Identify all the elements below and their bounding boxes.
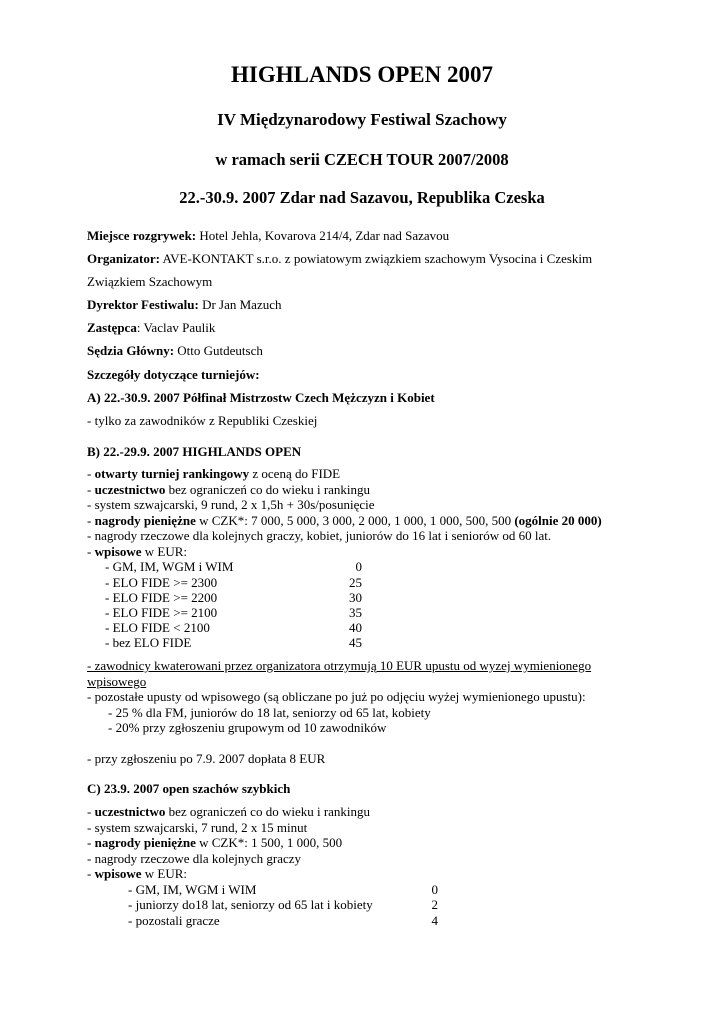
fee-row-label: - ELO FIDE >= 2300 (105, 575, 218, 590)
fee-row-value: 25 (349, 575, 362, 590)
dash: - (87, 835, 95, 850)
late-fee-line: - przy zgłoszeniu po 7.9. 2007 dopłata 8 EUR (87, 751, 326, 766)
section-b-line-3: - system szwajcarski, 9 rund, 2 x 1,5h + 30s/posunięcie (87, 497, 375, 512)
deputy-line (87, 320, 215, 335)
discount-item: - 20% przy zgłoszeniu grupowym od 10 zawodników (108, 720, 387, 735)
line-text: bez ograniczeń co do wieku i rankingu (165, 482, 371, 497)
fee-row-label: - ELO FIDE >= 2200 (105, 590, 218, 605)
director-label: Dyrektor Festiwalu: (87, 297, 199, 312)
bold-term: uczestnictwo (94, 482, 166, 497)
bold-term: otwarty turniej rankingowy (94, 466, 250, 481)
discount-item: - 25 % dla FM, juniorów do 18 lat, seniorzy od 65 lat, kobiety (108, 705, 431, 720)
page-title: HIGHLANDS OPEN 2007 (231, 62, 493, 87)
deputy-label: Zastępca (87, 320, 137, 335)
line-text: w CZK*: 7 000, 5 000, 3 000, 2 000, 1 000, 1 000, 500, 500 (195, 513, 515, 528)
fee-row-label: - pozostali gracze (128, 913, 220, 928)
section-c-line-3 (87, 835, 342, 850)
organizer-line (87, 251, 592, 266)
bold-term: wpisowe (94, 544, 142, 559)
judge-value: Otto Gutdeutsch (174, 343, 263, 358)
fee-row-label: - ELO FIDE >= 2100 (105, 605, 218, 620)
fee-row-value: 35 (349, 605, 362, 620)
section-c-line-5 (87, 866, 187, 881)
deputy-value: : Vaclav Paulik (136, 320, 216, 335)
director-line (87, 297, 281, 312)
section-b-heading: B) 22.-29.9. 2007 HIGHLANDS OPEN (87, 444, 302, 459)
section-b-line-5: - nagrody rzeczowe dla kolejnych graczy, kobiet, juniorów do 16 lat i seniorów od 60 lat. (87, 528, 552, 543)
subtitle-dates: 22.-30.9. 2007 Zdar nad Sazavou, Republika Czeska (179, 188, 545, 207)
section-c-line-1 (87, 804, 370, 819)
dash: - (87, 482, 95, 497)
details-heading: Szczegóły dotyczące turniejów: (87, 367, 260, 382)
organizer-label: Organizator: (87, 251, 160, 266)
fee-row-value: 0 (431, 882, 438, 897)
venue-value: Hotel Jehla, Kovarova 214/4, Zdar nad Sazavou (196, 228, 450, 243)
fee-row-label: - bez ELO FIDE (105, 635, 192, 650)
line-text: w EUR: (141, 544, 188, 559)
line-text: bez ograniczeń co do wieku i rankingu (165, 804, 371, 819)
line-text: w EUR: (141, 866, 188, 881)
section-c-heading: C) 23.9. 2007 open szachów szybkich (87, 781, 291, 796)
discount-underlined-2: wpisowego (87, 674, 147, 689)
dash: - (87, 513, 95, 528)
organizer-line-2: Związkiem Szachowym (87, 274, 213, 289)
section-b-line-4 (87, 513, 602, 528)
section-c-line-4: - nagrody rzeczowe dla kolejnych graczy (87, 851, 302, 866)
fee-row-label: - ELO FIDE < 2100 (105, 620, 210, 635)
dash: - (87, 466, 95, 481)
fee-row-label: - GM, IM, WGM i WIM (128, 882, 257, 897)
bold-term: nagrody pieniężne (94, 513, 196, 528)
bold-term: nagrody pieniężne (94, 835, 196, 850)
judge-line (87, 343, 263, 358)
dash: - (87, 804, 95, 819)
fee-row-value: 2 (431, 897, 438, 912)
fee-row-label: - juniorzy do18 lat, seniorzy od 65 lat i kobiety (128, 897, 373, 912)
venue-label: Miejsce rozgrywek: (87, 228, 197, 243)
venue-line (87, 228, 449, 243)
subtitle-festival: IV Międzynarodowy Festiwal Szachowy (217, 110, 507, 129)
fee-row-value: 40 (349, 620, 362, 635)
bold-total: (ogólnie 20 000) (514, 513, 602, 528)
fee-row-value: 45 (349, 635, 362, 650)
fee-row-value: 30 (349, 590, 362, 605)
dash: - (87, 866, 95, 881)
subtitle-series: w ramach serii CZECH TOUR 2007/2008 (215, 150, 509, 169)
dash: - (87, 544, 95, 559)
section-a-heading: A) 22.-30.9. 2007 Półfinał Mistrzostw Czech Mężczyzn i Kobiet (87, 390, 435, 405)
discount-line: - pozostałe upusty od wpisowego (są obliczane po już po odjęciu wyżej wymienionego upustu): (87, 689, 586, 704)
section-b-line-2 (87, 482, 370, 497)
discount-underlined-1: - zawodnicy kwaterowani przez organizatora otrzymują 10 EUR upustu od wyzej wymienionego (87, 658, 592, 673)
bold-term: wpisowe (94, 866, 142, 881)
section-b-line-6 (87, 544, 187, 559)
section-a-line: - tylko za zawodników z Republiki Czeskiej (87, 413, 318, 428)
fee-row-label: - GM, IM, WGM i WIM (105, 559, 234, 574)
organizer-value: AVE-KONTAKT s.r.o. z powiatowym związkiem szachowym Vysocina i Czeskim (159, 251, 593, 266)
director-value: Dr Jan Mazuch (198, 297, 282, 312)
section-c-line-2: - system szwajcarski, 7 rund, 2 x 15 minut (87, 820, 308, 835)
line-text: w CZK*: 1 500, 1 000, 500 (195, 835, 343, 850)
fee-row-value: 0 (355, 559, 362, 574)
line-text: z oceną do FIDE (249, 466, 341, 481)
section-b-line-1 (87, 466, 340, 481)
fee-row-value: 4 (431, 913, 438, 928)
judge-label: Sędzia Główny: (87, 343, 175, 358)
bold-term: uczestnictwo (94, 804, 166, 819)
